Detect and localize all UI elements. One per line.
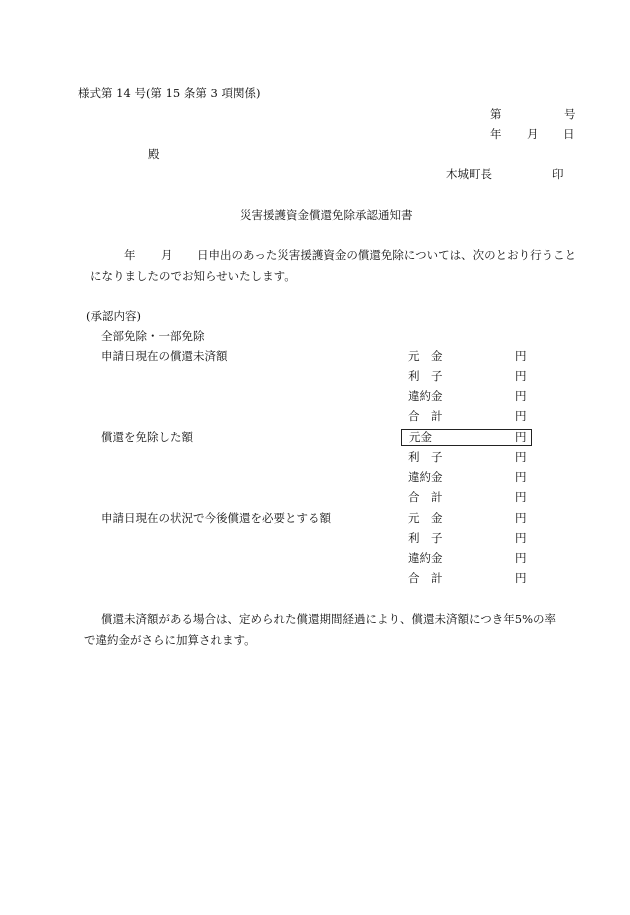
seal-mark: 印 — [552, 167, 564, 181]
date-month: 月 — [527, 127, 539, 141]
yen-unit: 円 — [515, 430, 527, 444]
amount-label: 違約金 — [408, 470, 443, 484]
amount-label: 合 計 — [408, 490, 443, 504]
intro-line-2: になりましたのでお知らせいたします。 — [90, 269, 296, 283]
amount-label: 利 子 — [408, 369, 443, 383]
amount-label: 元 金 — [408, 349, 443, 363]
note-line-1: 償還未済額がある場合は、定められた償還期間経過により、償還未済額につき年5%の率 — [101, 612, 557, 626]
approval-heading: (承認内容) — [86, 309, 141, 323]
amount-label: 元金 — [409, 430, 432, 444]
section-label-unpaid: 申請日現在の償還未済額 — [101, 349, 228, 363]
date-day: 日 — [563, 127, 575, 141]
addressee-suffix: 殿 — [148, 147, 160, 161]
doc-number-prefix: 第 — [490, 107, 502, 121]
issuer-name: 木城町長 — [446, 167, 492, 181]
yen-unit: 円 — [515, 571, 527, 585]
doc-number-suffix: 号 — [564, 107, 576, 121]
amount-label: 元 金 — [408, 511, 443, 525]
yen-unit: 円 — [515, 490, 527, 504]
yen-unit: 円 — [515, 389, 527, 403]
document-title: 災害援護資金償還免除承認通知書 — [240, 208, 413, 222]
note-line-2: で違約金がさらに加算されます。 — [84, 633, 256, 647]
exempted-principal-box — [401, 429, 532, 446]
amount-label: 違約金 — [408, 389, 443, 403]
yen-unit: 円 — [515, 409, 527, 423]
exemption-type: 全部免除・一部免除 — [101, 329, 205, 343]
section-label-remaining: 申請日現在の状況で今後償還を必要とする額 — [101, 511, 331, 525]
yen-unit: 円 — [515, 531, 527, 545]
amount-label: 合 計 — [408, 409, 443, 423]
yen-unit: 円 — [515, 511, 527, 525]
yen-unit: 円 — [515, 470, 527, 484]
amount-label: 利 子 — [408, 531, 443, 545]
yen-unit: 円 — [515, 349, 527, 363]
amount-label: 違約金 — [408, 551, 443, 565]
intro-month: 月 — [161, 248, 173, 262]
amount-label: 利 子 — [408, 450, 443, 464]
yen-unit: 円 — [515, 369, 527, 383]
intro-line-1: 日申出のあった災害援護資金の償還免除については、次のとおり行うこと — [197, 248, 577, 262]
amount-label: 合 計 — [408, 571, 443, 585]
yen-unit: 円 — [515, 551, 527, 565]
intro-year: 年 — [124, 248, 136, 262]
date-year: 年 — [490, 127, 502, 141]
form-number: 様式第 14 号(第 15 条第 3 項関係) — [78, 86, 261, 100]
yen-unit: 円 — [515, 450, 527, 464]
section-label-exempted: 償還を免除した額 — [101, 430, 193, 444]
